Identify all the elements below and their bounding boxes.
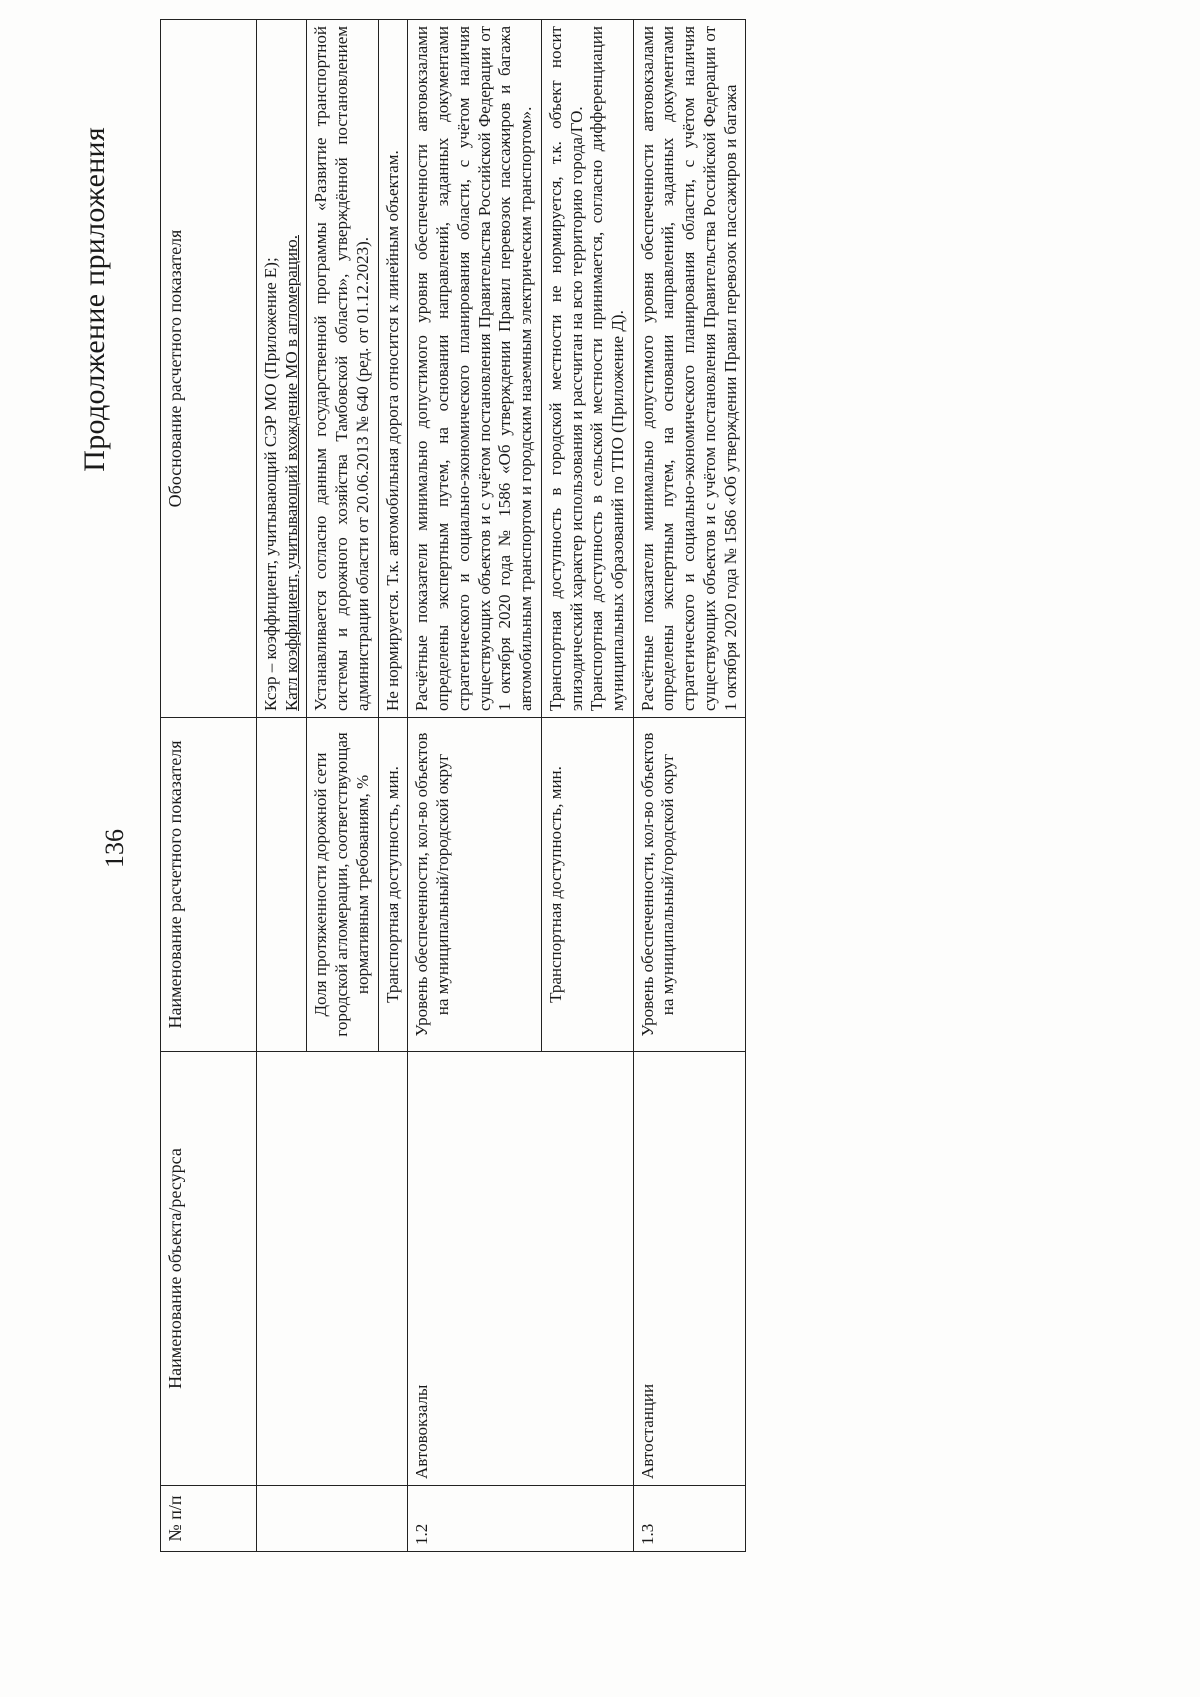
page-number: 136 [100, 829, 129, 868]
table-row [633, 20, 746, 1552]
cell-indicator: Транспортная доступность, мин. [378, 718, 408, 1052]
basis-paragraph-rural: Транспортная доступность в сельской местности принимается, согласно дифференциации муниципальных образований по ТПО (Приложение Д). [587, 26, 628, 711]
cell-basis [257, 20, 307, 718]
cell-indicator: Уровень обеспеченности, кол-во объектов на муниципальный/городской округ [633, 718, 746, 1052]
cell-object: Автостанции [633, 1052, 746, 1486]
cell-indicator: Транспортная доступность, мин. [541, 718, 633, 1052]
cell-num [257, 1486, 408, 1552]
table-header-row [161, 20, 257, 1552]
header-basis: Обоснование расчетного показателя [161, 20, 257, 718]
cell-num: 1.3 [633, 1486, 746, 1552]
header-num: № п/п [161, 1486, 257, 1552]
cell-basis: Устанавливается согласно данным государственной программы «Развитие транспортной системы и дорожного хозяйства Тамбовской области», утверждённой постановлением администрации области от 20.06.2013 № 640 (ред. от 01.12.2023). [307, 20, 378, 718]
basis-paragraph-urban: Транспортная доступность в городской местности не нормируется, т.к. объект носит эпизодический характер использования и рассчитан на всю территорию города/ГО. [545, 26, 586, 711]
table-row [408, 20, 541, 1552]
cell-indicator: Уровень обеспеченности, кол-во объектов на муниципальный/городской округ [408, 718, 541, 1052]
cell-indicator: Доля протяженности дорожной сети городской агломерации, соответствующая нормативным требованиям, % [307, 718, 378, 1052]
cell-num: 1.2 [408, 1486, 633, 1552]
cell-basis: Не нормируется. Т.к. автомобильная дорога относится к линейным объектам. [378, 20, 408, 718]
continuation-title: Продолжение приложения [78, 127, 111, 472]
cell-basis [541, 20, 633, 718]
cell-object: Автовокзалы [408, 1052, 633, 1486]
header-object: Наименование объекта/ресурса [161, 1052, 257, 1486]
header-indicator: Наименование расчетного показателя [161, 718, 257, 1052]
indicators-table [160, 19, 746, 1552]
cell-basis: Расчётные показатели минимально допустимого уровня обеспеченности автовокзалами определены экспертным путем, на основании направлений, заданных документами стратегического и социально-экономического планирования области, с учётом наличия существующих объектов и с учётом постановления Правительства Российской Федерации от 1 октября 2020 года № 1586 «Об утверждении Правил перевозок пассажиров и багажа [633, 20, 746, 718]
basis-line-katl: Катл коэффициент, учитывающий вхождение МО в агломерацию. [281, 235, 301, 711]
cell-basis: Расчётные показатели минимально допустимого уровня обеспеченности автовокзалами определены экспертным путем, на основании направлений, заданных документами стратегического и социально-экономического планирования области, с учётом наличия существующих объектов и с учётом постановления Правительства Российской Федерации от 1 октября 2020 года № 1586 «Об утверждении Правил перевозок пассажиров и багажа автомобильным транспортом и городским наземным электрическим транспортом». [408, 20, 541, 718]
cell-indicator [257, 718, 307, 1052]
cell-object [257, 1052, 408, 1486]
basis-line-kser: Ксэр – коэффициент, учитывающий СЭР МО (Приложение Е); [261, 257, 280, 711]
table-row [257, 20, 307, 1552]
